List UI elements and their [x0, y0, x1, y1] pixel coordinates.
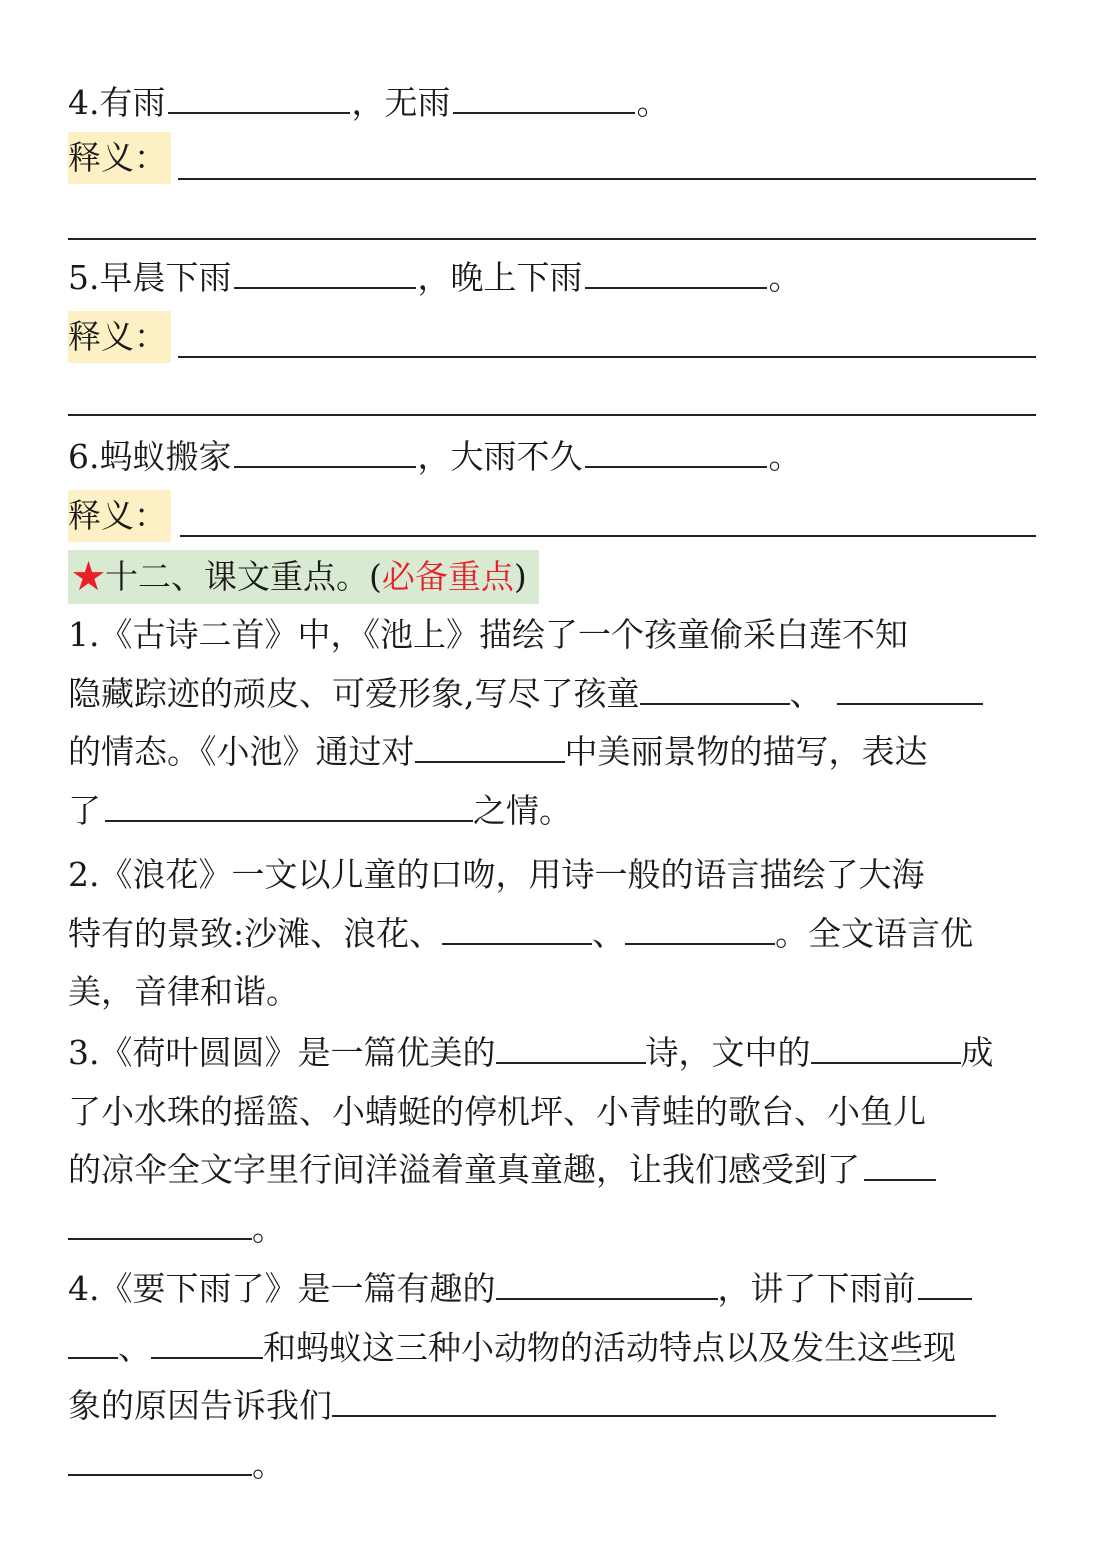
blank[interactable] — [585, 257, 767, 289]
item-5-meaning — [68, 311, 171, 363]
answer-line[interactable] — [180, 535, 1036, 537]
blank[interactable] — [625, 909, 775, 945]
blank[interactable] — [68, 1323, 118, 1359]
blank[interactable] — [168, 82, 350, 114]
blank[interactable] — [151, 1323, 263, 1359]
blank[interactable] — [442, 909, 592, 945]
item-5-line: 5.早晨下雨 ，晚上下雨 。 — [68, 258, 802, 297]
blank[interactable] — [234, 257, 416, 289]
blank[interactable] — [105, 786, 473, 822]
blank[interactable] — [585, 436, 767, 468]
key-point-1: 1.《古诗二首》中，《池上》描绘了一个孩童偷采白莲不知 隐藏踪迹的顽皮、可爱形象,写尽了孩童 、 的情态。《小池》通过对 中美丽景物的描写，表达 了 之情。 — [68, 606, 1036, 840]
blank[interactable] — [68, 1204, 252, 1240]
item-6-line: 6.蚂蚁搬家 ，大雨不久 。 — [68, 437, 802, 476]
blank[interactable] — [234, 436, 416, 468]
item-4-line: 4.有雨 ，无雨 。 — [68, 83, 670, 122]
meaning-label: 释义： — [68, 132, 171, 184]
answer-line[interactable] — [178, 178, 1036, 180]
key-point-4: 4.《要下雨了》是一篇有趣的 ，讲了下雨前 、 和蚂蚁这三种小动物的活动特点以及发生这些现 象的原因告诉我们 。 — [68, 1260, 1036, 1494]
blank[interactable] — [811, 1028, 961, 1064]
blank[interactable] — [332, 1381, 996, 1417]
section-header: ★十二、课文重点。(必备重点) — [68, 550, 539, 604]
meaning-label: 释义： — [68, 311, 171, 363]
blank[interactable] — [640, 669, 790, 705]
key-point-2: 2.《浪花》一文以儿童的口吻，用诗一般的语言描绘了大海 特有的景致:沙滩、浪花、 、 。全文语言优 美，音律和谐。 — [68, 855, 974, 1011]
answer-line[interactable] — [178, 356, 1036, 358]
blank[interactable] — [864, 1145, 936, 1181]
blank[interactable] — [496, 1264, 718, 1300]
blank[interactable] — [837, 669, 983, 705]
blank[interactable] — [918, 1264, 972, 1300]
blank[interactable] — [453, 82, 635, 114]
item-4-meaning — [68, 132, 171, 184]
blank[interactable] — [496, 1028, 646, 1064]
meaning-label: 释义： — [68, 490, 171, 542]
answer-line[interactable] — [68, 238, 1036, 240]
blank[interactable] — [68, 1440, 252, 1476]
key-point-3: 3.《荷叶圆圆》是一篇优美的 诗，文中的 成 了小水珠的摇篮、小蜻蜓的停机坪、小青蛙的歌台、小鱼儿 的凉伞全文字里行间洋溢着童真童趣，让我们感受到了 。 — [68, 1024, 1036, 1258]
answer-line[interactable] — [68, 414, 1036, 416]
item-6-meaning — [68, 490, 171, 542]
blank[interactable] — [415, 727, 565, 763]
star-icon: ★ — [72, 557, 105, 596]
